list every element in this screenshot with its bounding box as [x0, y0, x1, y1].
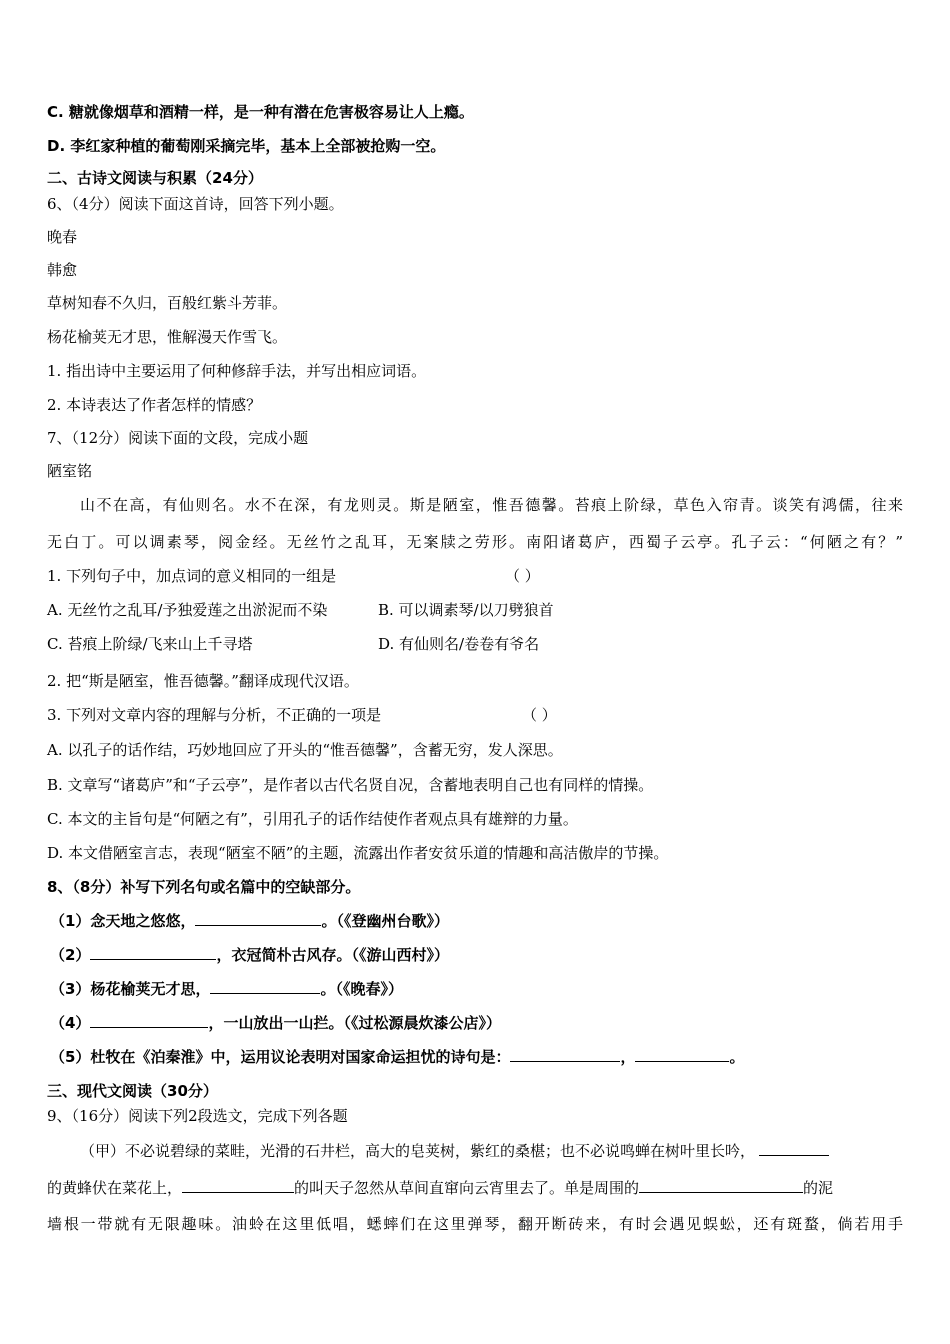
section-heading-2: 二、古诗文阅读与积累（24分） [47, 169, 263, 187]
fill-blank[interactable] [90, 945, 216, 960]
q8-5-prefix: （5）杜牧在《泊秦淮》中，运用议论表明对国家命运担忧的诗句是： [50, 1048, 511, 1066]
q7-3-option-d: D. 本文借陋室言志，表现“陋室不陋”的主题，流露出作者安贫乐道的情趣和高洁傲岸的节操。 [47, 844, 669, 862]
question-6: 6、（4分）阅读下面这首诗，回答下列小题。 [47, 195, 344, 213]
fill-blank[interactable] [639, 1178, 803, 1193]
q7-3-option-c: C. 本文的主旨句是“何陋之有”，引用孔子的话作结使作者观点具有雄辩的力量。 [47, 810, 578, 828]
option-c: C. 糖就像烟草和酒精一样，是一种有潜在危害极容易让人上瘾。 [47, 103, 474, 121]
question-7-3: 3. 下列对文章内容的理解与分析，不正确的一项是 [47, 706, 382, 724]
q7-1-option-a: A. 无丝竹之乱耳/予独爱莲之出淤泥而不染 [47, 601, 328, 619]
answer-paren-7-3: （ ） [522, 706, 557, 724]
q8-item-2 [50, 945, 449, 965]
q8-item-4 [50, 1013, 501, 1033]
q8-item-5 [50, 1047, 744, 1067]
question-7: 7、（12分）阅读下面的文段，完成小题 [47, 429, 309, 447]
fill-blank[interactable] [635, 1047, 729, 1062]
q8-2-suffix: ，衣冠简朴古风存。（《游山西村》） [216, 946, 449, 964]
question-7-2: 2. 把“斯是陋室，惟吾德馨。”翻译成现代汉语。 [47, 672, 359, 690]
fill-blank[interactable] [182, 1178, 294, 1193]
passage-jia-line-2-part-3: 的泥 [803, 1179, 834, 1197]
answer-paren-7-1: （ ） [505, 567, 540, 585]
passage-jia-line-1-text: （甲）不必说碧绿的菜畦，光滑的石井栏，高大的皂荚树，紫红的桑椹；也不必说鸣蝉在树叶里长吟， [80, 1142, 756, 1160]
passage-jia-line-2 [47, 1178, 833, 1198]
poem-title: 晚春 [47, 228, 78, 246]
poem-line-1: 草树知春不久归，百般红紫斗芳菲。 [47, 294, 288, 312]
q7-1-option-b: B. 可以调素琴/以刀劈狼首 [378, 601, 554, 619]
q8-3-prefix: （3）杨花榆荚无才思， [50, 980, 211, 998]
text-paragraph-line-1: 山不在高，有仙则名。水不在深，有龙则灵。斯是陋室，惟吾德馨。苔痕上阶绿，草色入帘青。谈笑有鸿儒，往来 [80, 496, 903, 514]
passage-jia-line-2-part-1: 的黄蜂伏在菜花上， [47, 1179, 183, 1197]
text-title: 陋室铭 [47, 462, 93, 480]
q8-item-3 [50, 979, 403, 999]
text-paragraph-line-2: 无白丁。可以调素琴，阅金经。无丝竹之乱耳，无案牍之劳形。南阳诸葛庐，西蜀子云亭。孔子云：“何陋之有？” [47, 533, 903, 551]
option-d: D. 李红家种植的葡萄刚采摘完毕，基本上全部被抢购一空。 [47, 137, 446, 155]
fill-blank[interactable] [759, 1141, 829, 1156]
passage-jia-line-3: 墙根一带就有无限趣味。油蛉在这里低唱，蟋蟀们在这里弹琴，翻开断砖来，有时会遇见蜈蚣，还有斑蝥，倘若用手 [47, 1215, 903, 1233]
fill-blank[interactable] [510, 1047, 620, 1062]
question-6-2: 2. 本诗表达了作者怎样的情感？ [47, 396, 262, 414]
poem-line-2: 杨花榆荚无才思，惟解漫天作雪飞。 [47, 328, 288, 346]
q8-item-1 [50, 911, 449, 931]
q8-4-suffix: ，一山放出一山拦。（《过松源晨炊漆公店》） [208, 1014, 501, 1032]
question-8: 8、（8分）补写下列名句或名篇中的空缺部分。 [47, 878, 361, 896]
q7-3-option-a: A. 以孔子的话作结，巧妙地回应了开头的“惟吾德馨”，含蓄无穷，发人深思。 [47, 741, 563, 759]
question-6-1: 1. 指出诗中主要运用了何种修辞手法，并写出相应词语。 [47, 362, 427, 380]
q8-4-prefix: （4） [50, 1014, 91, 1032]
q8-5-period: 。 [729, 1048, 745, 1066]
q8-3-suffix: 。（《晚春》） [320, 980, 403, 998]
fill-blank[interactable] [210, 979, 320, 994]
question-9: 9、（16分）阅读下列2段选文，完成下列各题 [47, 1107, 348, 1125]
section-heading-3: 三、现代文阅读（30分） [47, 1082, 218, 1100]
q7-1-option-c: C. 苔痕上阶绿/飞来山上千寻塔 [47, 635, 253, 653]
passage-jia-line-2-part-2: 的叫天子忽然从草间直窜向云宵里去了。单是周围的 [294, 1179, 640, 1197]
fill-blank[interactable] [90, 1013, 208, 1028]
question-7-1: 1. 下列句子中，加点词的意义相同的一组是 [47, 567, 337, 585]
q8-1-suffix: 。（《登幽州台歌》） [321, 912, 449, 930]
q7-3-option-b: B. 文章写“诸葛庐”和“子云亭”，是作者以古代名贤自况，含蓄地表明自己也有同样的情操。 [47, 776, 654, 794]
poem-author: 韩愈 [47, 261, 78, 279]
q8-2-prefix: （2） [50, 946, 91, 964]
fill-blank[interactable] [195, 911, 321, 926]
q8-1-prefix: （1）念天地之悠悠， [50, 912, 196, 930]
q8-5-comma: ， [620, 1048, 636, 1066]
q7-1-option-d: D. 有仙则名/卷卷有爷名 [378, 635, 540, 653]
passage-jia-line-1 [80, 1141, 829, 1161]
